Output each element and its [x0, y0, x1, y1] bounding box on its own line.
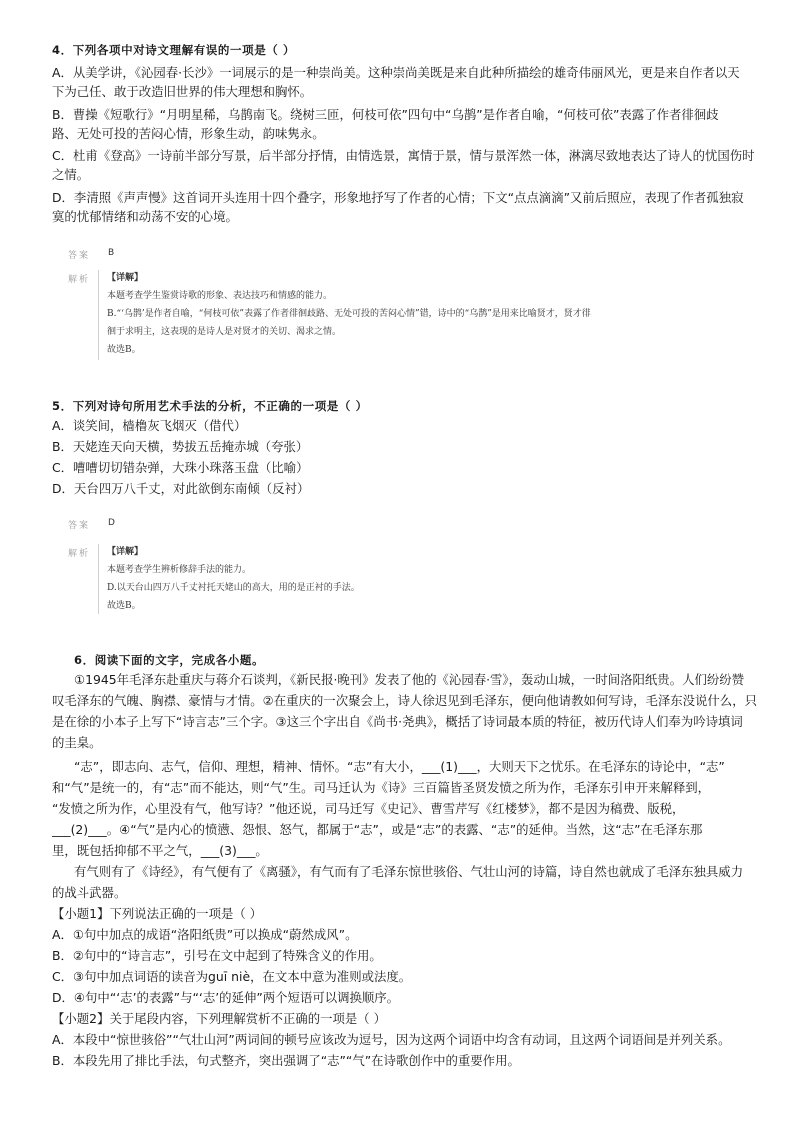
q4-exp-line2: B.“‘乌鹊’是作者自喻，“何枝可依”表露了作者徘徊歧路、无处可投的苦闷心情”错，诗中的“乌鹊”是用来比喻贤才，贤才徘	[107, 309, 591, 319]
q4-option-d-line2: 寞的忧郁情绪和动荡不安的心境。	[52, 209, 238, 224]
q5-answer-value: D	[108, 518, 115, 528]
q5-answer-label: 答案	[68, 521, 91, 531]
q5-exp-line2: D.以天台山四万八千丈衬托天姥山的高大，用的是正衬的手法。	[107, 583, 360, 593]
q6-para2-text-a: “志”，即志向、志气，信仰、理想，精神、情怀。“志”有大小，	[74, 759, 422, 774]
q6-para1-line1: ①1945年毛泽东赴重庆与蒋介石谈判，《新民报·晚刊》发表了他的《沁园春·雪》，轰动山城，一时间洛阳纸贵。人们纷纷赞	[74, 672, 745, 687]
sub2-option-b: B．本段先用了排比手法，句式整齐，突出强调了“志”“气”在诗歌创作中的重要作用。	[52, 1053, 520, 1068]
q5-analysis-rule	[98, 544, 99, 614]
subquestion-1-title: 【小题1】下列说法正确的一项是（ ）	[52, 906, 263, 921]
q6-para1-line3: 是在徐的小本子上写下“诗言志”三个字。③这三个字出自《尚书·尧典》，概括了诗词最本质的特征，被历代诗人们奉为吟诗填词	[52, 714, 743, 729]
q4-analysis-rule	[98, 270, 99, 360]
q5-option-b: B．天姥连天向天横，势拔五岳掩赤城（夸张）	[52, 439, 309, 454]
blank-1: ___(1)___	[421, 759, 477, 774]
blank-2: ___(2)___	[52, 822, 107, 837]
q6-para2-line2: 和“气”是统一的，有“志”而不能达，则“气”生。司马迁认为《诗》三百篇皆圣贤发愤之所为作，毛泽东引申开来解释到，	[52, 780, 711, 795]
q4-option-b-line2: 路、无处可投的苦闷心情，形象生动，韵味隽永。	[52, 126, 325, 141]
q4-exp-heading: 【详解】	[107, 273, 144, 283]
sub1-option-b: B．②句中的“诗言志”，引号在文中起到了特殊含义的作用。	[52, 948, 382, 963]
question-5-title: 5．下列对诗句所用艺术手法的分析，不正确的一项是（ ）	[52, 399, 368, 413]
q6-para2-line3: “发愤之所为作，心里没有气，他写诗？”他还说，司马迁写《史记》、曹雪芹写《红楼梦》，都不是因为稿费、版税，	[52, 801, 685, 816]
q6-para1-line2: 叹毛泽东的气魄、胸襟、豪情与才情。②在重庆的一次聚会上，诗人徐迟见到毛泽东，便向他请教如何写诗，毛泽东没说什么，只	[52, 693, 757, 708]
q5-option-c: C．嘈嘈切切错杂弹，大珠小珠落玉盘（比喻）	[52, 460, 309, 475]
q6-para2-line5	[52, 843, 268, 859]
q4-option-a-line2: 下为己任、敢于改造旧世界的伟大理想和胸怀。	[52, 84, 313, 99]
q4-answer-label: 答案	[68, 251, 91, 261]
q4-option-c-line1: C．杜甫《登高》一诗前半部分写景，后半部分抒情，由情选景，寓情于景，情与景浑然一体，淋漓尽致地表达了诗人的忧国伤时	[52, 148, 755, 163]
q6-para2-text-e: 。	[255, 843, 268, 858]
q4-exp-line1: 本题考查学生鉴赏诗歌的形象、表达技巧和情感的能力。	[107, 291, 333, 301]
q5-exp-line3: 故选B。	[107, 601, 141, 611]
sub1-option-a: A．①句中加点的成语“洛阳纸贵”可以换成“蔚然成风”。	[52, 927, 358, 942]
sub1-option-d: D．④句中“‘志’的表露”与“‘志’的延伸”两个短语可以调换顺序。	[52, 990, 400, 1005]
question-6-title: 6．阅读下面的文字，完成各小题。	[74, 653, 265, 667]
q4-answer-value: B	[108, 248, 115, 258]
q5-analysis-label: 解析	[68, 549, 91, 559]
blank-3: ___(3)___	[200, 843, 256, 858]
q6-para3-line2: 的战斗武器。	[52, 885, 127, 900]
q5-option-d: D．天台四万八千丈，对此欲倒东南倾（反衬）	[52, 481, 310, 496]
q4-exp-line4: 故选B。	[107, 345, 141, 355]
q4-option-a-line1: A．从美学讲，《沁园春·长沙》一词展示的是一种崇尚美。这种崇尚美既是来自此种所描绘的雄奇伟丽风光，更是来自作者以天	[52, 65, 740, 80]
q5-exp-heading: 【详解】	[107, 547, 144, 557]
q4-option-b-line1: B．曹操《短歌行》“月明星稀，乌鹊南飞。绕树三匝，何枝可依”四句中“乌鹊”是作者自喻，“何枝可依”表露了作者徘徊歧	[52, 107, 719, 122]
sub1-option-c: C．③句中加点词语的读音为guī niè，在文本中意为准则或法度。	[52, 969, 412, 984]
subquestion-2-title: 【小题2】关于尾段内容，下列理解赏析不正确的一项是（ ）	[52, 1011, 386, 1026]
q6-para2-text-c: 。④“气”是内心的愤懑、怨恨、怒气，都属于“志”，或是“志”的表露、“志”的延伸。当然，这“志”在毛泽东那	[106, 822, 703, 837]
q4-option-d-line1: D．李清照《声声慢》这首词开头连用十四个叠字，形象地抒写了作者的心情；下文“点点滴滴”又前后照应，表现了作者孤独寂	[52, 190, 744, 205]
q4-exp-line3: 徊于求明主，这表现的是诗人是对贤才的关切、渴求之情。	[107, 327, 342, 337]
q6-para2-text-b: ，大则天下之忧乐。在毛泽东的诗论中，“志”	[476, 759, 725, 774]
question-4-title: 4．下列各项中对诗文理解有误的一项是（ ）	[52, 43, 296, 57]
q5-option-a: A．谈笑间，樯橹灰飞烟灭（借代）	[52, 418, 247, 433]
q5-exp-line1: 本题考查学生辨析修辞手法的能力。	[107, 565, 252, 575]
q4-analysis-label: 解析	[68, 275, 91, 285]
sub2-option-a: A．本段中“惊世骇俗”“气壮山河”两词间的顿号应该改为逗号，因为这两个词语中均含有动词，且这两个词语间是并列关系。	[52, 1032, 731, 1047]
q6-para1-line4: 的圭臬。	[52, 735, 102, 750]
q4-option-c-line2: 之情。	[52, 167, 90, 182]
q6-para2-text-d: 里，既包括抑郁不平之气，	[52, 843, 201, 858]
q6-para2-line4	[52, 822, 702, 838]
q6-para2-line1	[74, 759, 725, 775]
q6-para3-line1: 有气则有了《诗经》，有气便有了《离骚》，有气而有了毛泽东惊世骇俗、气壮山河的诗篇，诗自然也就成了毛泽东独具威力	[74, 864, 744, 879]
